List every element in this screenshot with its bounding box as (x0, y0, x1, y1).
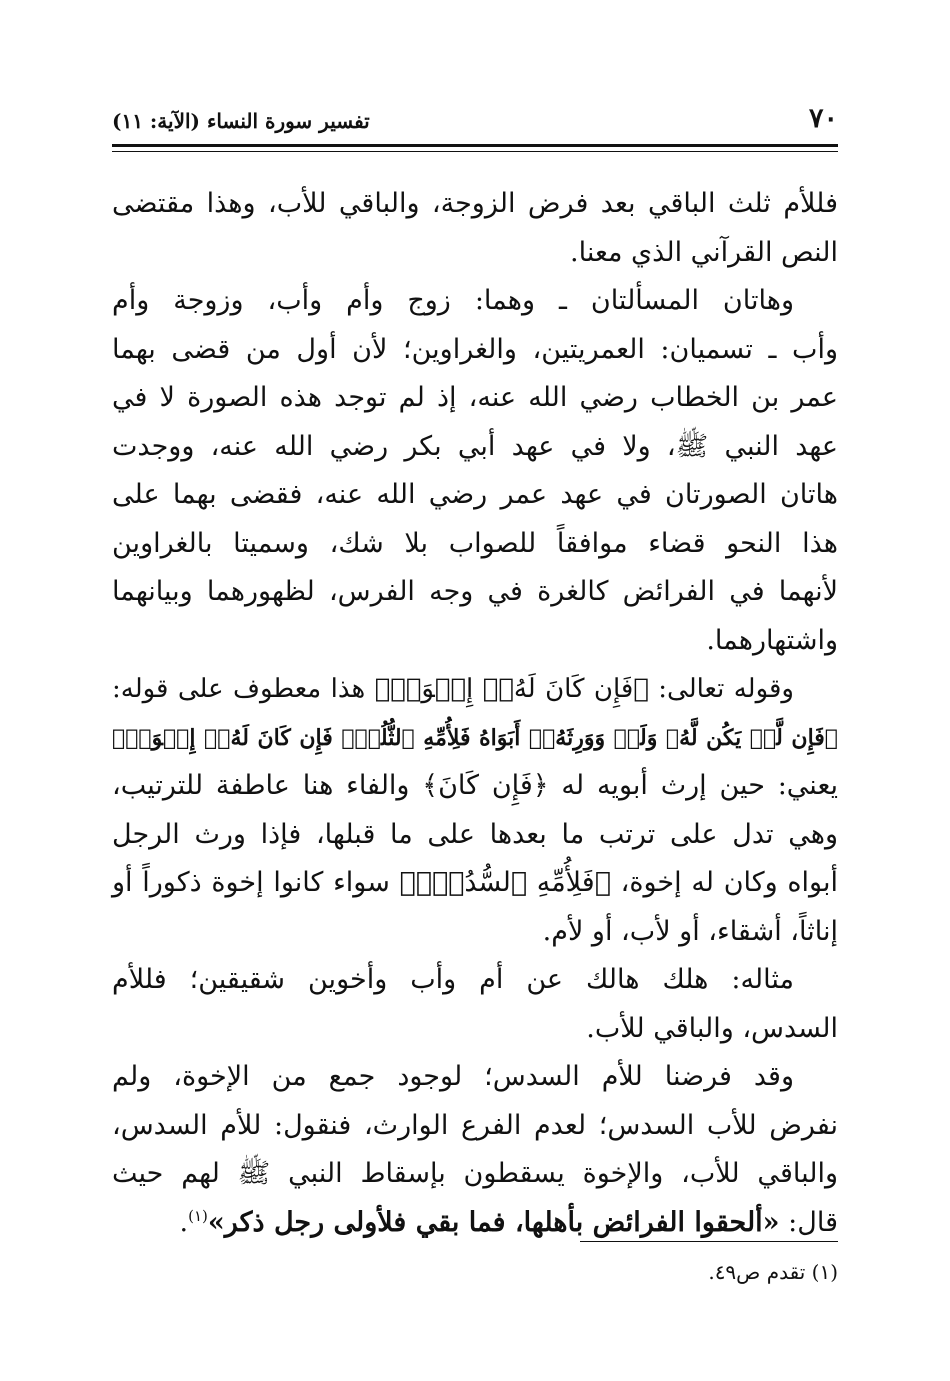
text-fragment: . (179, 1206, 189, 1238)
text-line: السدس، والباقي للأب. (586, 1012, 838, 1044)
text-line: وهاتان المسألتان ـ وهما: زوج وأم وأب، وزوجة وأم (112, 285, 794, 316)
running-title: تفسير سورة النساء (الآية: ١١) (112, 109, 370, 133)
paragraph-4 (112, 956, 838, 1053)
paragraph-3 (112, 665, 838, 956)
text-line: هذا النحو قضاء موافقاً للصواب بلا شك، وسميتا بالغراوين (112, 527, 838, 559)
text-line: واشتهارهما. (706, 624, 838, 656)
text-line: مثاله: هلك هالك عن أم وأب وأخوين شقيقين؛ فللأم (112, 964, 794, 995)
text-line: فللأم ثلث الباقي بعد فرض الزوجة، والباقي للأب، وهذا مقتضى (112, 188, 838, 219)
text-line: أبواه وكان له إخوة، ﴿فَلِأُمِّهِ ٱلسُّدُسُۚ﴾ سواء كانوا إخوة ذكوراً أو (112, 867, 838, 898)
paragraph-2 (112, 277, 838, 665)
text-line: وقد فرضنا للأم السدس؛ لوجود جمع من الإخوة، ولم (112, 1061, 794, 1092)
text-line: نفرض للأب السدس؛ لعدم الفرع الوارث، فنقول: للأم السدس، (112, 1109, 838, 1141)
text-line: هاتان الصورتان في عهد عمر رضي الله عنه، فقضى بهما على (112, 479, 838, 510)
body-text (112, 180, 838, 1247)
paragraph-5 (112, 1053, 838, 1247)
header-rule-thin (112, 151, 838, 152)
page-header (112, 100, 838, 144)
footnote-rule (580, 1241, 838, 1242)
text-line (112, 1199, 838, 1248)
text-line: وقوله تعالى: ﴿فَإِن كَانَ لَهُۥٓ إِخۡوَةٞ﴾ هذا معطوف على قوله: (112, 674, 794, 704)
quran-verse-line: ﴿فَإِن لَّمۡ يَكُن لَّهُۥ وَلَدٞ وَوَرِثَهُۥٓ أَبَوَاهُ فَلِأُمِّهِ ٱلثُّلُثُۚ فَإِن كَانَ لَهُۥٓ إِخۡوَةٞ﴾ (112, 724, 838, 751)
page-number: ٧٠ (808, 103, 838, 134)
text-line: عهد النبي ﷺ، ولا في عهد أبي بكر رضي الله عنه، ووجدت (112, 430, 838, 462)
footnote-marker: (١) (188, 1206, 208, 1225)
header-rule-thick (112, 144, 838, 147)
text-line: إناثاً، أشقاء، أو لأب، أو لأم. (542, 915, 838, 947)
footnote: (١) تقدم ص٤٩. (708, 1260, 838, 1284)
text-line: وهي تدل على ترتب ما بعدها على ما قبلها، فإذا ورث الرجل (112, 818, 838, 850)
paragraph-1 (112, 180, 838, 277)
text-line: عمر بن الخطاب رضي الله عنه، إذ لم توجد هذه الصورة لا في (112, 382, 838, 413)
text-fragment: قال: (779, 1206, 838, 1238)
text-line: وأب ـ تسميان: العمريتين، والغراوين؛ لأن أول من قضى بهما (112, 333, 838, 365)
text-line: لأنهما في الفرائض كالغرة في وجه الفرس، لظهورهما وبيانهما (112, 576, 838, 607)
text-line: والباقي للأب، والإخوة يسقطون بإسقاط النبي ﷺ لهم حيث (112, 1158, 838, 1189)
text-line: النص القرآني الذي معنا. (570, 236, 838, 268)
hadith-quote: «ألحقوا الفرائض بأهلها، فما بقي فلأولى رجل ذكر» (207, 1206, 780, 1238)
text-line: يعني: حين إرث أبويه له ﴿فَإِن كَانَ﴾ والفاء هنا عاطفة للترتيب، (112, 770, 838, 801)
